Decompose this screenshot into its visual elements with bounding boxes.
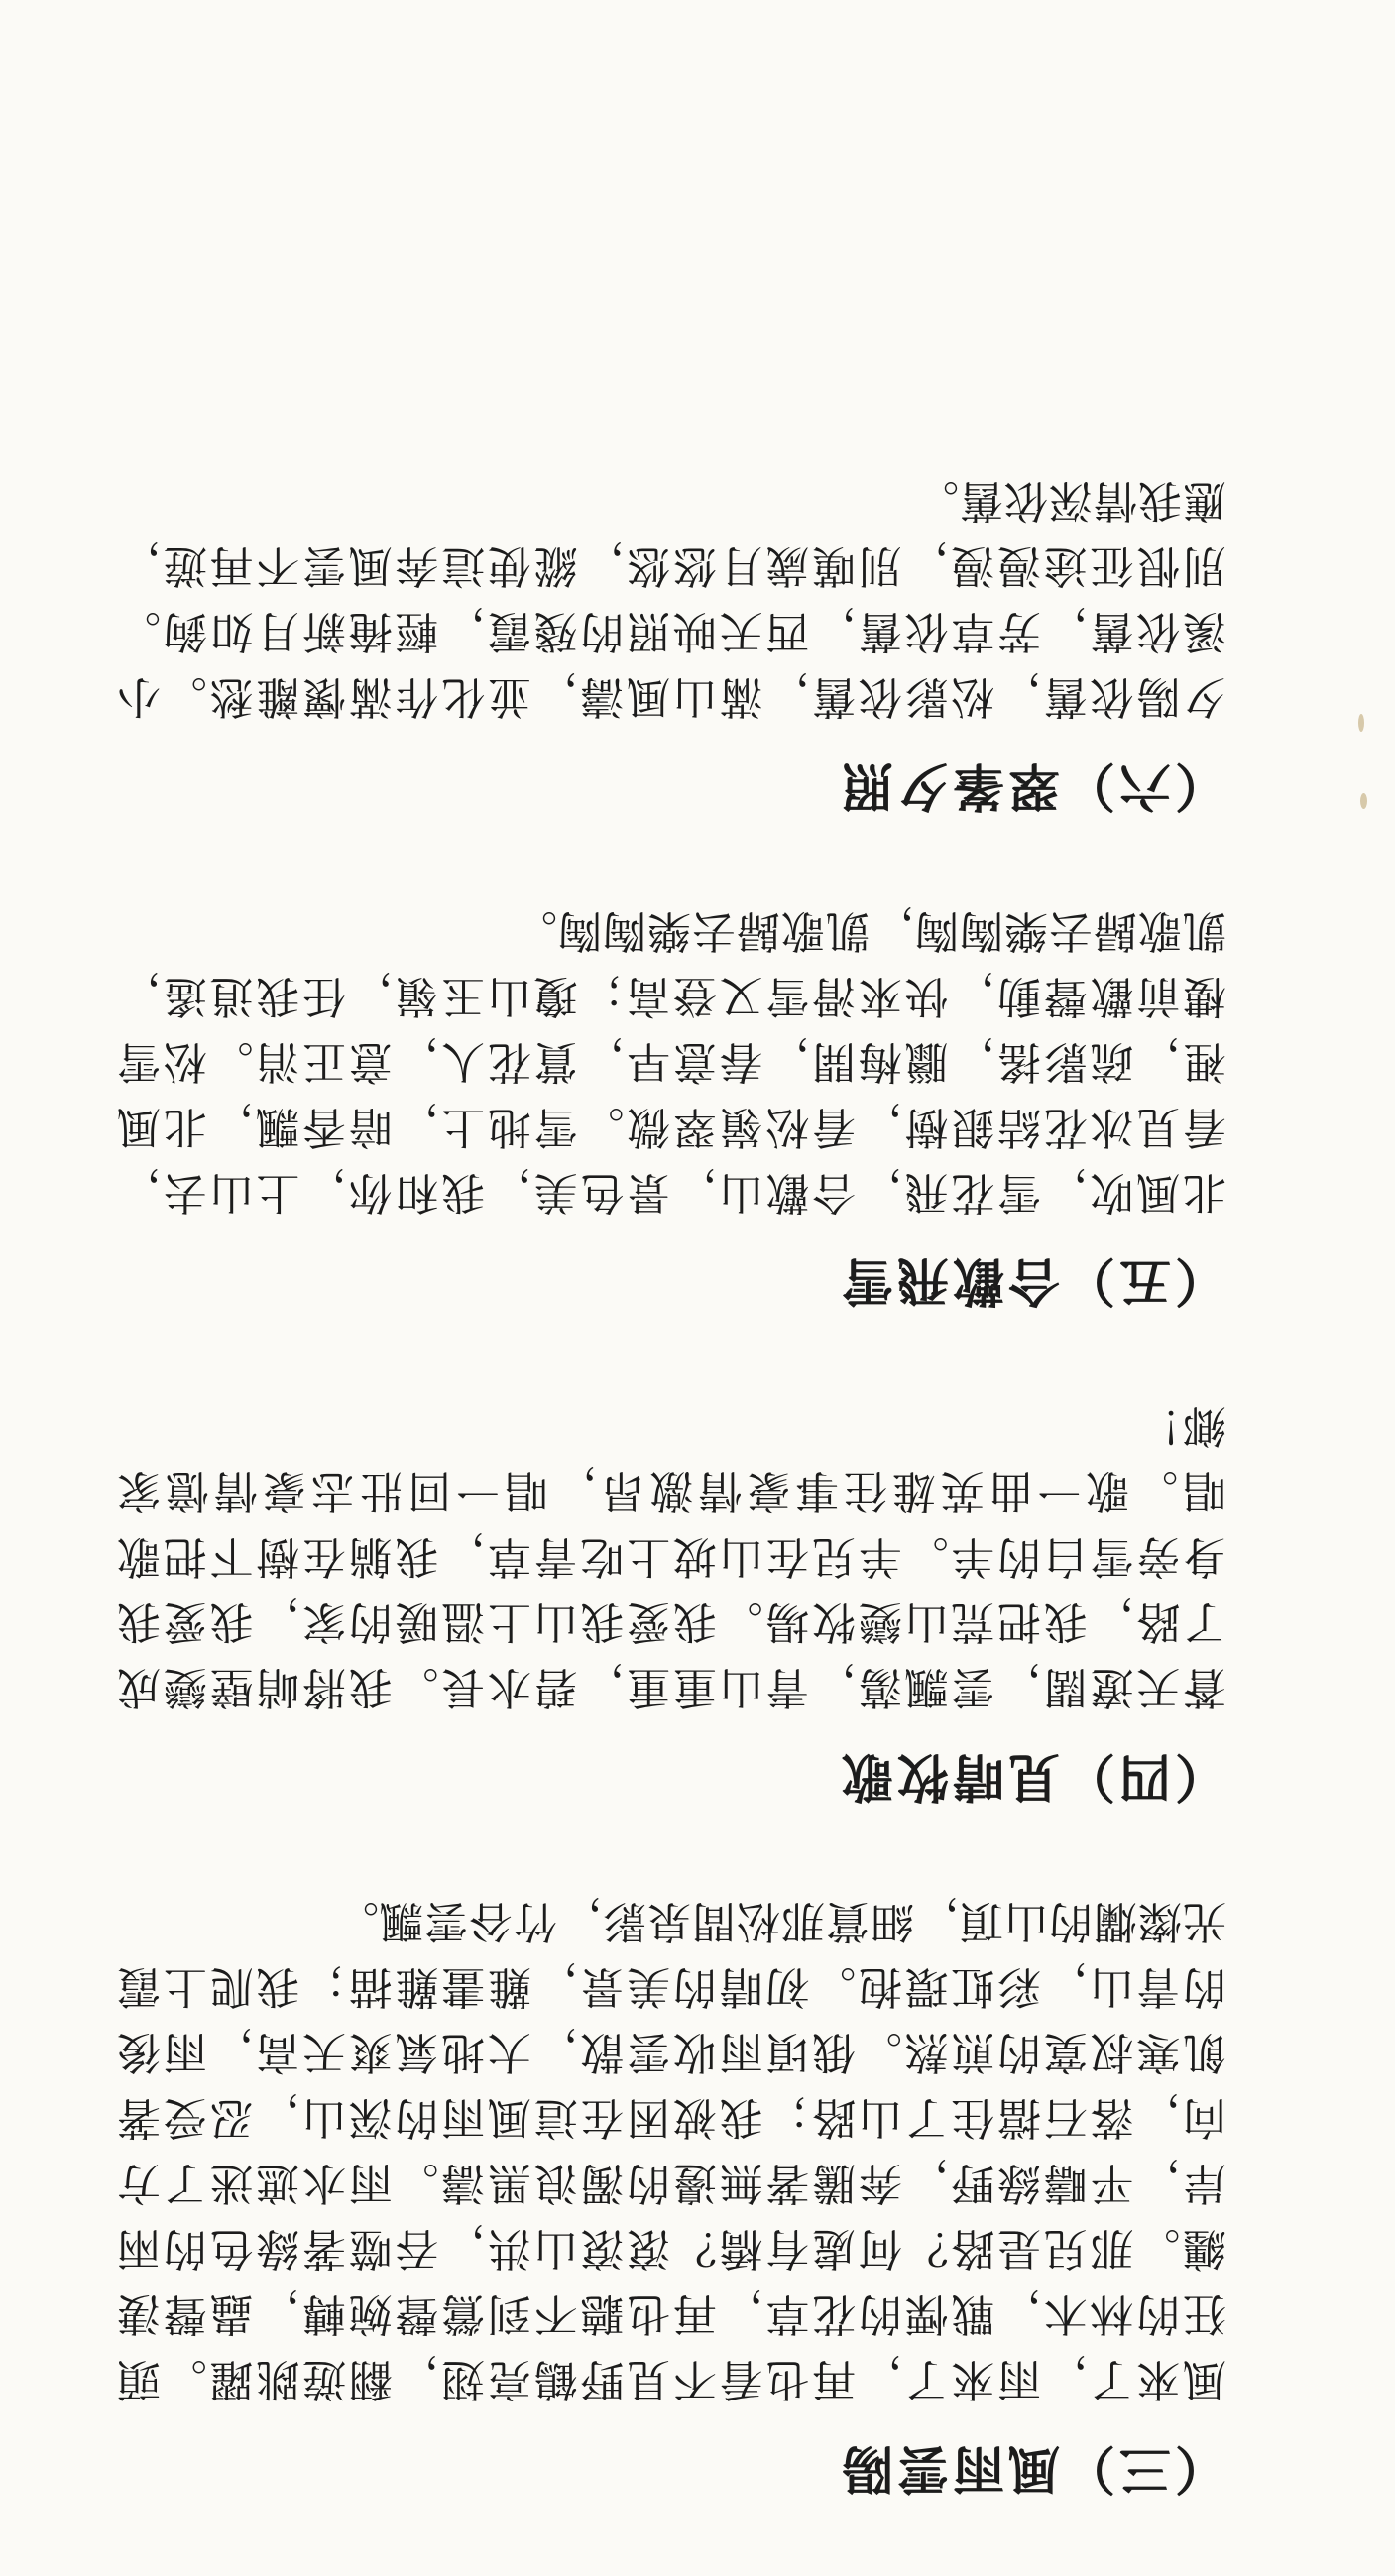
paper-speck [1358,714,1364,732]
section-4 [116,1392,1226,1805]
paper-speck [1360,793,1367,809]
section-heading: （五）合歡飛雪 [837,1250,1226,1311]
section-body: 北風吹，雪花飛，合歡山，景色美，我和你，上山去，看見冰花結銀樹，看松嶺翠微。雪地上，暗香飄，北風裡，疏影搖，臘梅開，春意早，賞花人，意正消。松雪樓前歡聲動，快來滑雪又登高；瓊山玉嶺，任我逍遙，凱歌歸去樂陶陶，凱歌歸去樂陶陶。 [116,904,1226,1218]
section-heading: （四）見晴牧歌 [837,1746,1226,1807]
section-6 [116,467,1226,814]
section-heading: （三）風雨雲陽 [837,2438,1226,2498]
section-5 [116,897,1226,1310]
section-heading: （六）翠峯夕照 [837,755,1226,815]
section-body: 夕陽依舊，松影依舊，滿山風濤，並化作滿懷離愁。小溪依舊，芳草依舊，西天映照的殘霞，輕掩新月如鉤。別恨征途漫漫，別嘆歲月悠悠，縱使這奔風雲不再遊，應我情深依舊。 [116,474,1226,722]
section-3 [116,1888,1226,2497]
poem-text-block [116,384,1226,2497]
section-body: 蒼天遼闊，雲飄蕩，青山重重，碧水長。我將峭壁變成了路，我把荒山變牧場。我愛我山上溫暖的家，我愛我身旁雪白的羊。羊兒在山坡上吃青草，我躺在樹下把歌唱。歌一曲英雄往事豪情激昂，唱一回壯志豪情憶家鄉！ [116,1400,1226,1713]
section-body: 風來了，雨來了，再也看不見野鶴亮翅，翻遊跳躍。頭狂的林木，戰慄的花草，再也聽不到鶯聲婉轉，蟲聲淒纏。那兒是路？何處有橋？滾滾山洪，吞噬著綠色的兩岸，平疇綠野，奔騰著無邊的濁浪黑濤。雨水遮迷了方向，落石擋住了山路；我被困在這風雨的深山，忍受著飢寒叔寞的煎熬。俄頃雨收雲散，大地氣爽天高，雨後的青山，彩虹環抱。初晴的美景，難畫難描；我爬上霞光燦爛的山頂，細賞那松間泉影，竹谷雲飄。 [116,1896,1226,2405]
